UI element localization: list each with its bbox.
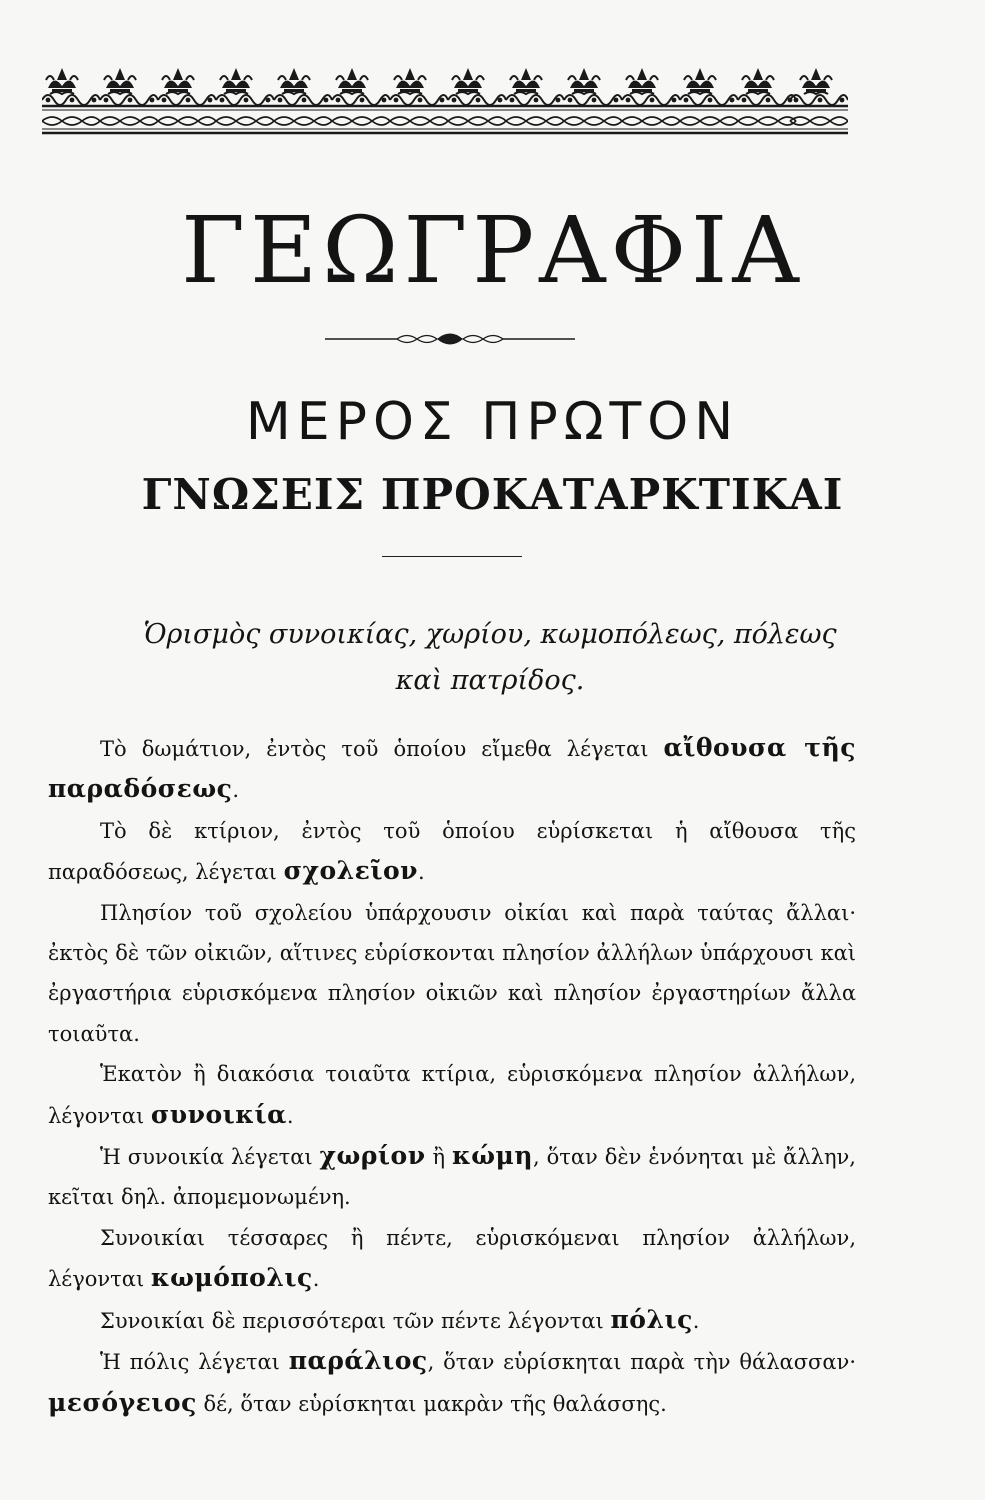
key-term: αἴθουσα τῆς παραδόσεως [48, 733, 856, 804]
paragraph [48, 893, 856, 1055]
paragraph [48, 811, 856, 893]
floral-border-ornament-icon [42, 62, 848, 138]
part-heading: ΜΕΡΟΣ ΠΡΩΤΟΝ [245, 392, 740, 452]
key-term: μεσόγειος [48, 1387, 197, 1417]
text-run: Τὸ δωμάτιον, ἐντὸς τοῦ ὁποίου εἴμεθα λέγεται [100, 737, 664, 761]
text-run: Ἡ πόλις λέγεται [100, 1350, 289, 1375]
text-run: Ἑκατὸν ἢ διακόσια τοιαῦτα κτίρια, εὑρισκόμενα πλησίον ἀλλήλων, λέγονται [48, 1062, 856, 1128]
text-run: . [417, 860, 425, 885]
key-term: χωρίον [319, 1141, 426, 1171]
section-subtitle [70, 612, 910, 704]
scroll-flourish-icon [325, 328, 575, 350]
text-run: δέ, ὅταν εὑρίσκηται μακρὰν τῆς θαλάσσης. [196, 1391, 667, 1416]
text-run: Πλησίον τοῦ σχολείου ὑπάρχουσιν οἰκίαι καὶ παρὰ ταύτας ἄλλαι· ἐκτὸς δὲ τῶν οἰκιῶν, αἵτινες εὑρίσκονται πλησίον ἀλλήλων ὑπάρχουσι καὶ ἐργαστήρια εὑρισκόμενα πλησίον οἰκιῶν καὶ πλησίον ἐργαστηρίων ἄλλα τοιαῦτα. [48, 900, 856, 1046]
page-title: ΓΕΩΓΡΑΦΙΑ [181, 197, 804, 304]
paragraph [48, 1341, 856, 1424]
subtitle-line: Ὁρισμὸς συνοικίας, χωρίου, κωμοπόλεως, πόλεως [143, 619, 837, 650]
text-run: . [232, 778, 240, 803]
key-term: συνοικία [150, 1099, 287, 1129]
paragraph [48, 1218, 856, 1300]
text-run: . [692, 1308, 700, 1333]
key-term: κωμόπολις [150, 1263, 313, 1293]
text-run: . [286, 1103, 294, 1128]
section-divider [382, 556, 522, 557]
paragraph [48, 1136, 856, 1218]
text-run: ἢ [425, 1145, 452, 1170]
text-run: Τὸ δὲ κτίριον, ἐντὸς τοῦ ὁποίου εὑρίσκεται ἡ αἴθουσα τῆς παραδόσεως, λέγεται [48, 818, 856, 885]
section-heading: ΓΝΩΣΕΙΣ ΠΡΟΚΑΤΑΡΚΤΙΚΑΙ [141, 470, 844, 519]
key-term: πόλις [610, 1304, 693, 1334]
body-text [48, 728, 856, 1424]
text-run: , ὅταν δὲν ἑνόνηται μὲ ἄλλην, κεῖται δηλ. ἀπομεμονωμένη. [48, 1145, 856, 1210]
key-term: κώμη [451, 1141, 534, 1171]
text-run: Συνοικίαι δὲ περισσότεραι τῶν πέντε λέγονται [100, 1308, 611, 1333]
paragraph [48, 728, 856, 811]
text-run: Ἡ συνοικία λέγεται [100, 1145, 320, 1170]
paragraph [48, 1054, 856, 1136]
text-run: , ὅταν εὑρίσκηται παρὰ τὴν θάλασσαν· [427, 1350, 856, 1375]
key-term: σχολεῖον [283, 856, 418, 886]
text-run: Συνοικίαι τέσσαρες ἢ πέντε, εὑρισκόμεναι πλησίον ἀλλήλων, λέγονται [48, 1225, 856, 1292]
text-run: . [312, 1267, 320, 1292]
subtitle-line: καὶ πατρίδος. [395, 665, 585, 696]
paragraph [48, 1300, 856, 1341]
key-term: παράλιος [288, 1346, 428, 1376]
